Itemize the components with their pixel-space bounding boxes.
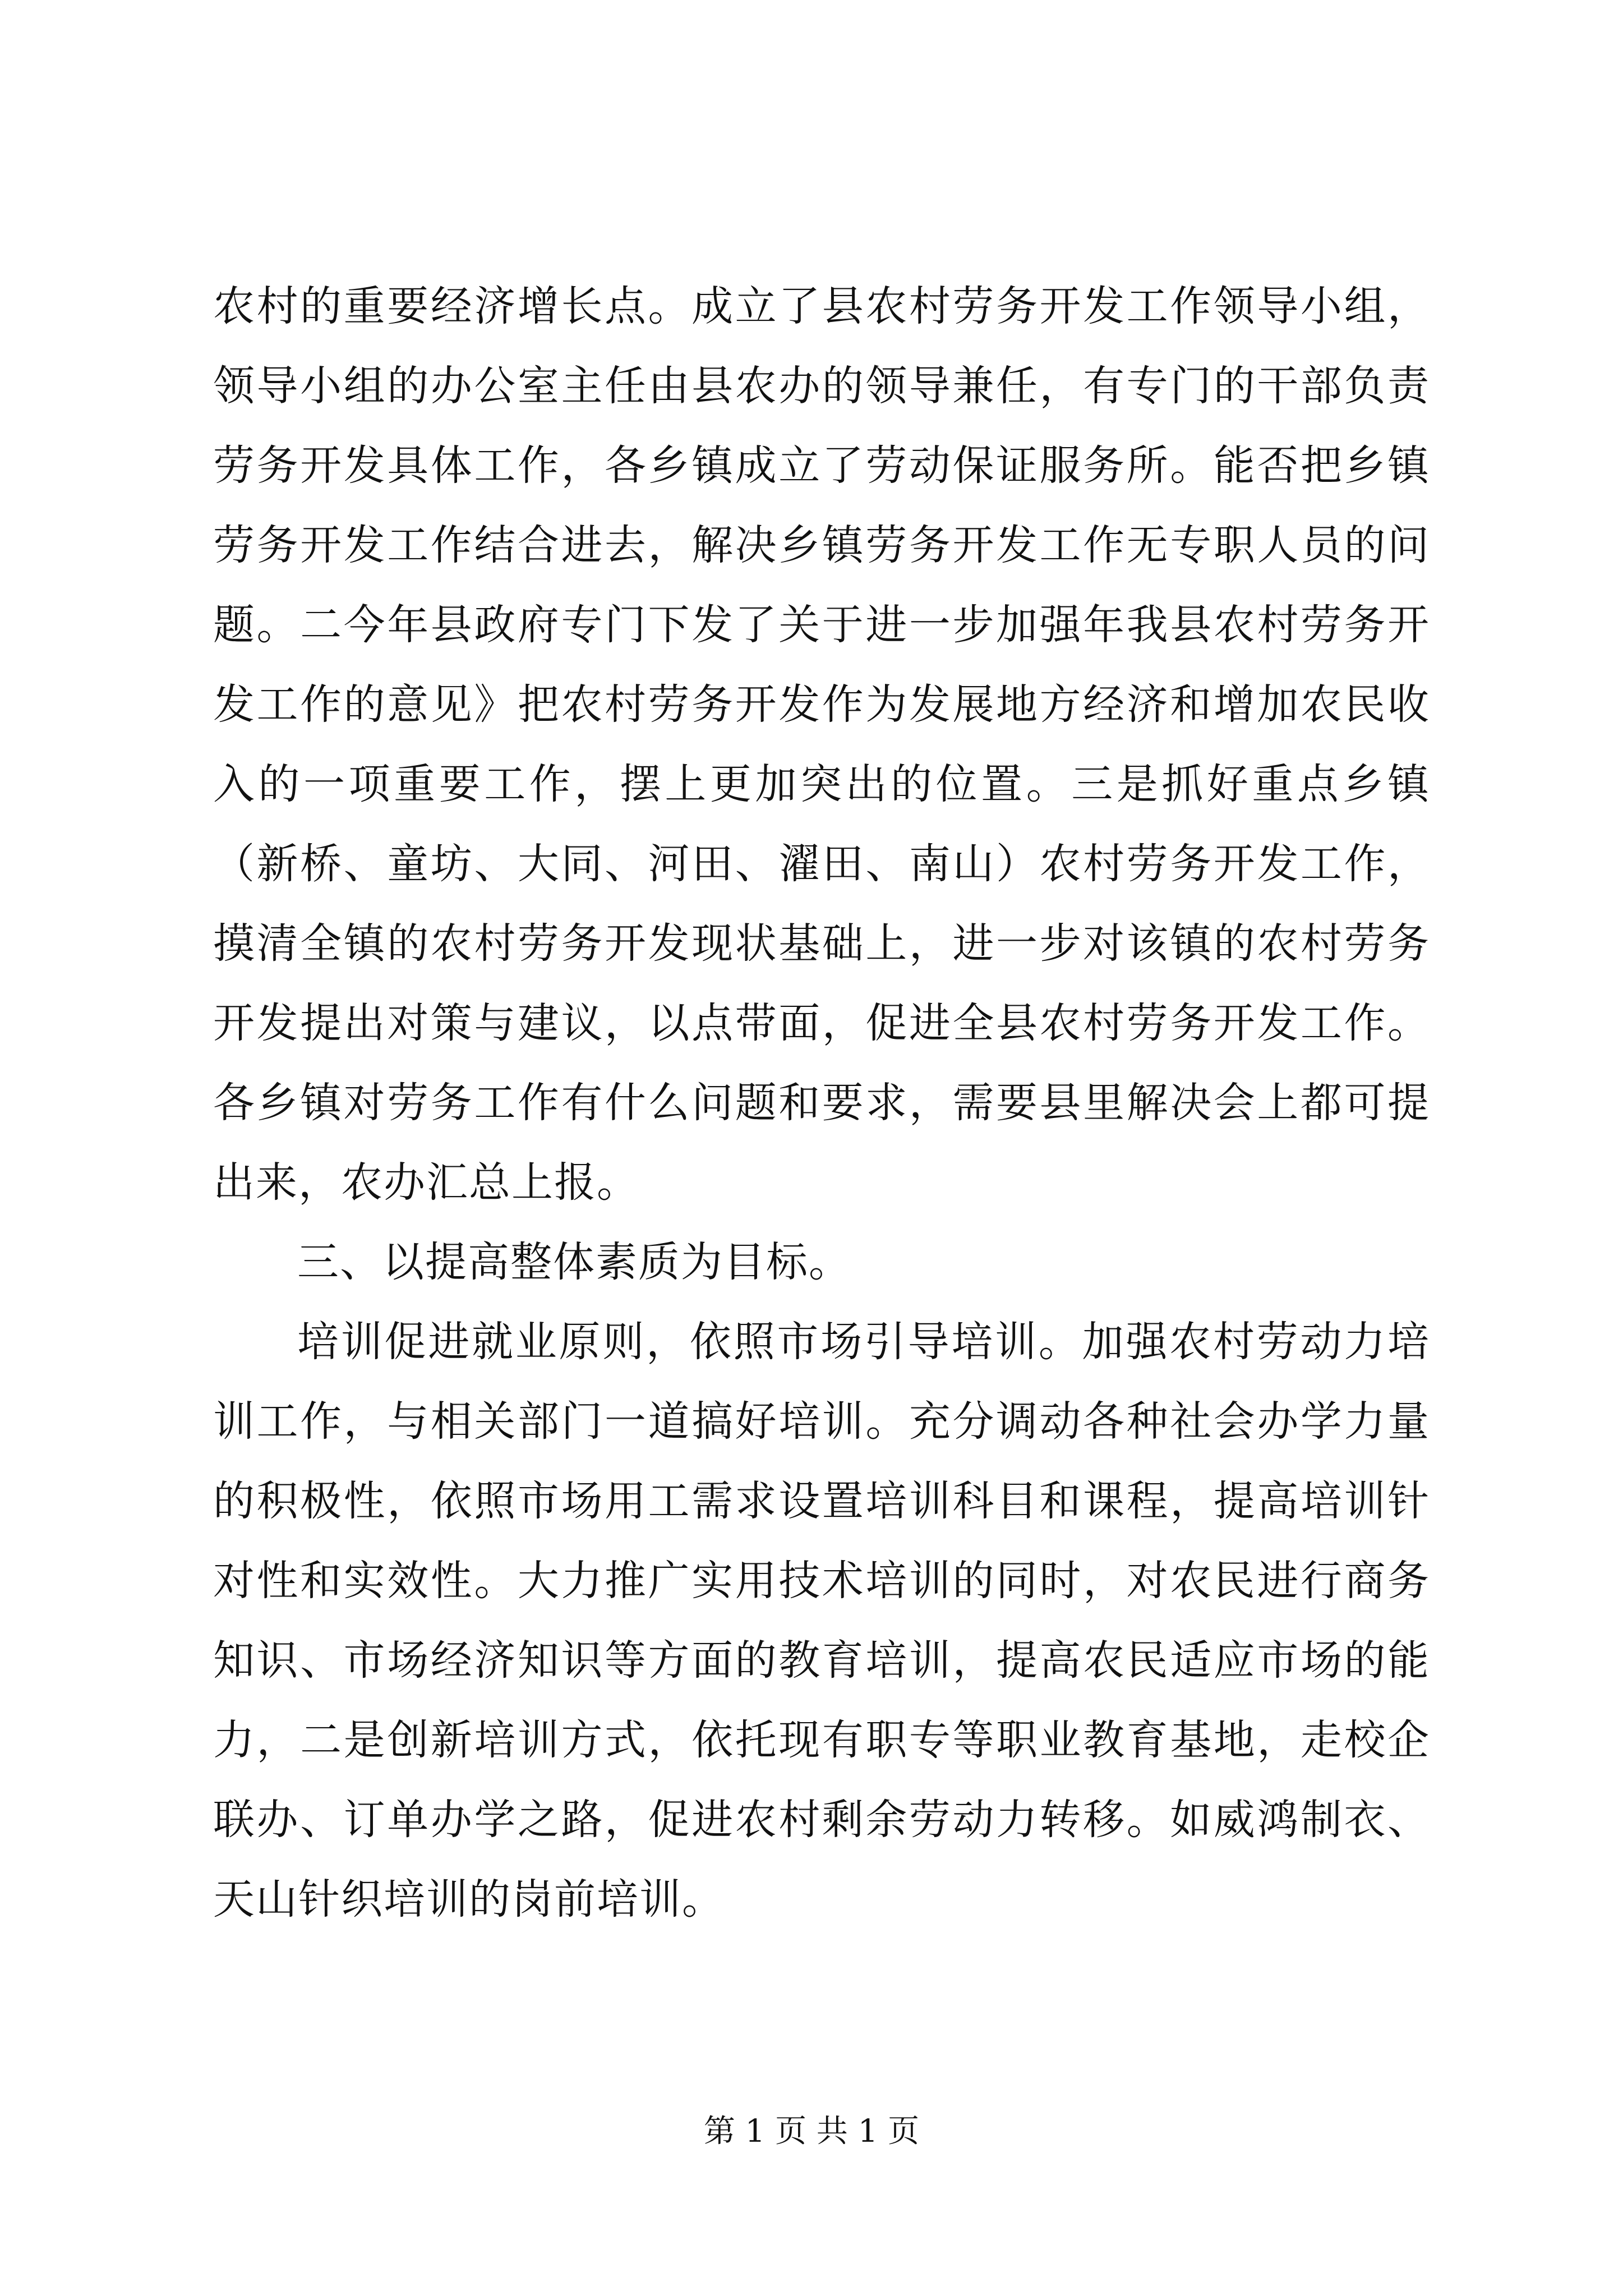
text-line: 农村的重要经济增长点。成立了县农村劳务开发工作领导小组， <box>213 282 1430 330</box>
text-line: 力，二是创新培训方式，依托现有职专等职业教育基地，走校企 <box>213 1716 1430 1764</box>
text-line: 领导小组的办公室主任由县农办的领导兼任，有专门的干部负责 <box>213 362 1430 410</box>
text-line: 出来，农办汇总上报。 <box>213 1158 639 1207</box>
text-line: 知识、市场经济知识等方面的教育培训，提高农民适应市场的能 <box>213 1636 1430 1685</box>
text-line: 摸清全镇的农村劳务开发现状基础上，进一步对该镇的农村劳务 <box>213 919 1430 968</box>
text-line: 题。二今年县政府专门下发了关于进一步加强年我县农村劳务开 <box>213 601 1430 649</box>
text-line: 对性和实效性。大力推广实用技术培训的同时，对农民进行商务 <box>213 1557 1430 1605</box>
document-body <box>213 266 1430 1939</box>
text-line: 天山针织培训的岗前培训。 <box>213 1875 725 1924</box>
text-line: 发工作的意见》把农村劳务开发作为发展地方经济和增加农民收 <box>213 680 1430 729</box>
text-line: 的积极性，依照市场用工需求设置培训科目和课程，提高培训针 <box>213 1477 1430 1525</box>
section-heading: 三、以提高整体素质为目标。 <box>297 1238 851 1286</box>
text-line: 入的一项重要工作，摆上更加突出的位置。三是抓好重点乡镇 <box>213 760 1430 808</box>
text-line: 训工作，与相关部门一道搞好培训。充分调动各种社会办学力量 <box>213 1397 1430 1446</box>
text-line: 各乡镇对劳务工作有什么问题和要求，需要县里解决会上都可提 <box>213 1079 1430 1127</box>
text-line: 培训促进就业原则，依照市场引导培训。加强农村劳动力培 <box>297 1318 1430 1366</box>
text-line: 劳务开发具体工作，各乡镇成立了劳动保证服务所。能否把乡镇 <box>213 441 1430 490</box>
page-number-footer: 第 1 页 共 1 页 <box>703 2113 920 2150</box>
text-line: （新桥、童坊、大同、河田、濯田、南山）农村劳务开发工作， <box>213 840 1430 888</box>
text-line: 联办、订单办学之路，促进农村剩余劳动力转移。如威鸿制衣、 <box>213 1796 1430 1844</box>
text-line: 劳务开发工作结合进去，解决乡镇劳务开发工作无专职人员的问 <box>213 521 1430 569</box>
text-line: 开发提出对策与建议，以点带面，促进全县农村劳务开发工作。 <box>213 999 1430 1047</box>
